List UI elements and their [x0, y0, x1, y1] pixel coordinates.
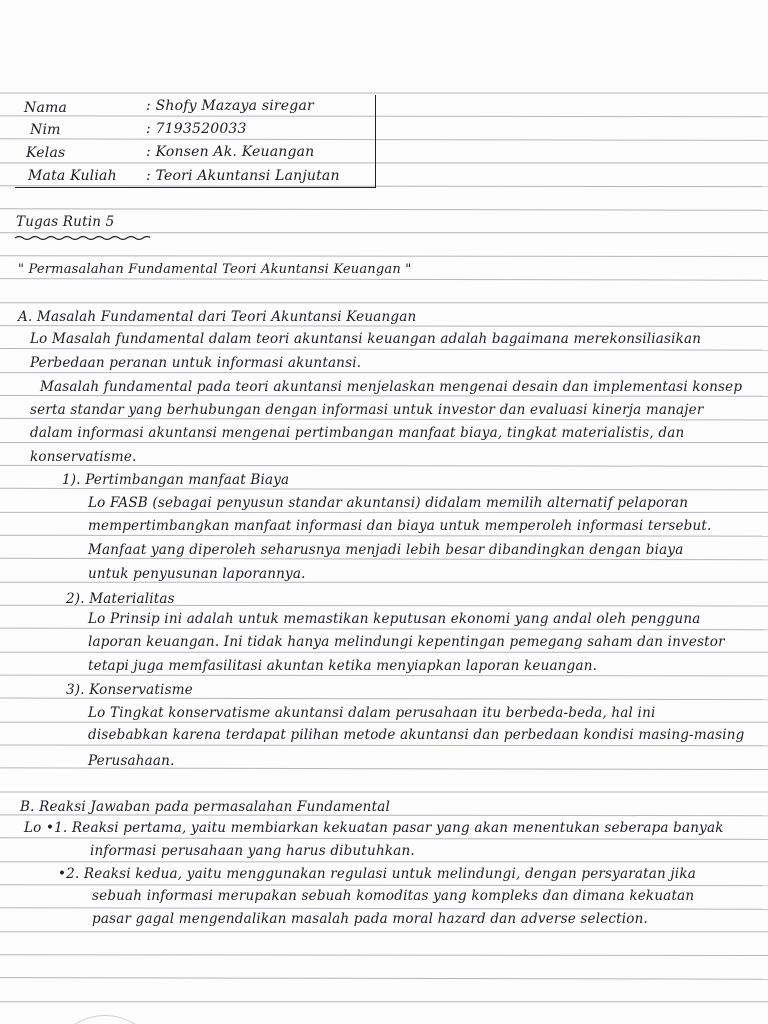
sub1-line: Lo FASB (sebagai penyusun standar akuntansi) didalam memilih alternatif pelaporan [88, 495, 689, 511]
section-b-line: sebuah informasi merupakan sebuah komoditas yang kompleks dan dimana kekuatan [92, 888, 695, 904]
ruled-line [0, 396, 768, 397]
matkul-label: Mata Kuliah [28, 168, 117, 184]
ruled-line [0, 955, 768, 956]
matkul-value: : Teori Akuntansi Lanjutan [146, 168, 340, 184]
faint-stamp-mark [70, 1005, 140, 1024]
sub3-line: disebabkan karena terdapat pilihan metode akuntansi dan perbedaan kondisi masing-masing [88, 727, 745, 743]
sub3-line: Lo Tingkat konservatisme akuntansi dalam perusahaan itu berbeda-beda, hal ini [88, 705, 656, 721]
ruled-line [0, 535, 768, 536]
sub2-line: tetapi juga memfasilitasi akuntan ketika menyiapkan laporan keuangan. [88, 658, 598, 674]
sub3-heading: 3). Konservatisme [66, 682, 193, 698]
section-b-line: informasi perusahaan yang harus dibutuhkan. [90, 843, 415, 859]
ruled-line [0, 418, 768, 420]
ruled-line [0, 349, 768, 351]
ruled-line [0, 838, 768, 840]
nim-label: Nim [30, 122, 61, 138]
sub1-heading: 1). Pertimbangan manfaat Biaya [62, 472, 290, 488]
section-a-line: dalam informasi akuntansi mengenai pertimbangan manfaat biaya, tingkat materialistis, dan [30, 425, 685, 441]
section-b-line: pasar gagal mengendalikan masalah pada moral hazard dan adverse selection. [92, 911, 649, 927]
ruled-line [0, 209, 768, 211]
sub1-line: Manfaat yang diperoleh seharusnya menjadi lebih besar dibandingkan dengan biaya [88, 542, 684, 558]
ruled-line [0, 908, 768, 910]
section-b-heading: B. Reaksi Jawaban pada permasalahan Fundamental [20, 799, 390, 815]
section-a-line: serta standar yang berhubungan dengan informasi untuk investor dan evaluasi kinerja manajer [30, 402, 704, 418]
section-b-line: Lo •1. Reaksi pertama, yaitu membiarkan kekuatan pasar yang akan menentukan seberapa banyak [24, 820, 724, 836]
ruled-line [0, 279, 768, 281]
ruled-line [0, 815, 768, 816]
wavy-underline [15, 235, 150, 241]
ruled-line [0, 745, 768, 746]
sub1-line: mempertimbangkan manfaat informasi dan biaya untuk memperoleh informasi tersebut. [88, 518, 712, 534]
section-a-line: Lo Masalah fundamental dalam teori akuntansi keuangan adalah bagaimana merekonsiliasikan [30, 331, 702, 347]
sub2-heading: 2). Materialitas [66, 591, 175, 607]
section-a-line: Perbedaan peranan untuk informasi akuntansi. [30, 355, 362, 371]
sub2-line: laporan keuangan. Ini tidak hanya melindungi kepentingan pemegang saham dan investor [88, 634, 725, 650]
ruled-line [0, 675, 768, 676]
section-a-line: konservatisme. [30, 449, 137, 465]
section-b-line: •2. Reaksi kedua, yaitu menggunakan regulasi untuk melindungi, dengan persyaratan jika [58, 866, 696, 882]
section-a-line: Masalah fundamental pada teori akuntansi menjelaskan mengenai desain dan implementasi konsep [40, 379, 743, 395]
ruled-line [0, 326, 768, 327]
ruled-line [0, 978, 768, 980]
ruled-line [0, 698, 768, 700]
nim-value: : 7193520033 [146, 121, 247, 137]
kelas-label: Kelas [26, 145, 66, 161]
ruled-line [0, 465, 768, 466]
ruled-line [0, 885, 768, 886]
task-label: Tugas Rutin 5 [16, 214, 115, 230]
ruled-line [0, 558, 768, 560]
section-a-heading: A. Masalah Fundamental dari Teori Akuntansi Keuangan [18, 309, 417, 325]
document-title: " Permasalahan Fundamental Teori Akuntansi Keuangan " [18, 262, 412, 277]
ruled-line [0, 256, 768, 257]
nama-label: Nama [24, 100, 68, 116]
ruled-line [0, 488, 768, 490]
nama-value: : Shofy Mazaya siregar [146, 98, 314, 114]
sub2-line: Lo Prinsip ini adalah untuk memastikan keputusan ekonomi yang andal oleh pengguna [88, 611, 701, 627]
sub1-line: untuk penyusunan laporannya. [88, 566, 306, 582]
ruled-line [0, 628, 768, 630]
kelas-value: : Konsen Ak. Keuangan [146, 144, 315, 160]
sub3-line: Perusahaan. [88, 753, 175, 769]
